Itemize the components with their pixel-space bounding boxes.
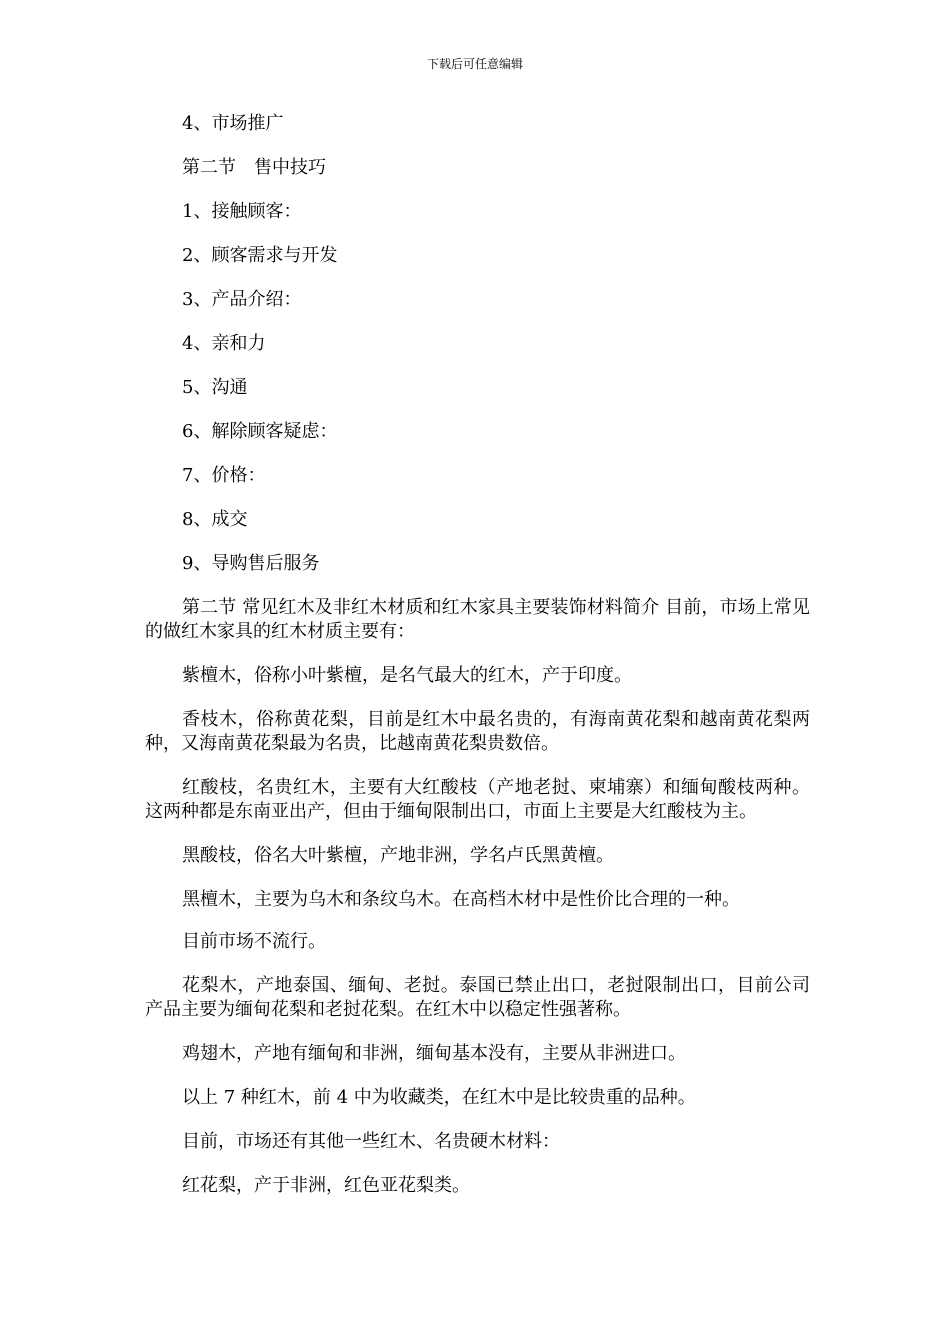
page-header: 下载后可任意编辑: [426, 57, 523, 71]
outline-item-customer-needs: 2、顾客需求与开发: [182, 245, 338, 266]
paragraph-section-intro: 第二节 常见红木及非红木材质和红木家具主要装饰材料简介 目前，市场上常见的做红木家具的红木材质主要有：: [145, 597, 810, 642]
outline-item-product-intro: 3、产品介绍：: [182, 289, 302, 310]
outline-item-deal: 8、成交: [182, 509, 248, 530]
paragraph-jichi: 鸡翅木，产地有缅甸和非洲，缅甸基本没有，主要从非洲进口。: [182, 1043, 686, 1064]
paragraph-other-woods: 目前，市场还有其他一些红木、名贵硬木材料：: [182, 1131, 560, 1152]
outline-item-contact-customer: 1、接触顾客：: [182, 201, 302, 222]
paragraph-xiangzhi: 香枝木，俗称黄花梨，目前是红木中最名贵的，有海南黄花梨和越南黄花梨两种，又海南黄花梨最为名贵，比越南黄花梨贵数倍。: [145, 709, 810, 754]
paragraph-not-popular: 目前市场不流行。: [182, 931, 326, 952]
paragraph-zitan: 紫檀木，俗称小叶紫檀，是名气最大的红木，产于印度。: [182, 665, 632, 686]
outline-item-communication: 5、沟通: [182, 377, 248, 398]
outline-item-after-sales: 9、导购售后服务: [182, 553, 320, 574]
outline-item-resolve-doubts: 6、解除顾客疑虑：: [182, 421, 338, 442]
paragraph-hongsuanzhi: 红酸枝，名贵红木，主要有大红酸枝（产地老挝、柬埔寨）和缅甸酸枝两种。这两种都是东南亚出产，但由于缅甸限制出口，市面上主要是大红酸枝为主。: [145, 777, 810, 822]
paragraph-huali: 花梨木，产地泰国、缅甸、老挝。泰国已禁止出口，老挝限制出口，目前公司产品主要为缅甸花梨和老挝花梨。在红木中以稳定性强著称。: [145, 975, 810, 1020]
paragraph-heisuanzhi: 黑酸枝，俗名大叶紫檀，产地非洲，学名卢氏黑黄檀。: [182, 845, 614, 866]
outline-item-price: 7、价格：: [182, 465, 266, 486]
paragraph-summary: 以上 7 种红木，前 4 中为收藏类，在红木中是比较贵重的品种。: [182, 1087, 696, 1108]
document-body: [145, 112, 810, 1218]
section-heading-in-sale-skills: 第二节 售中技巧: [182, 157, 326, 178]
paragraph-honghuali: 红花梨，产于非洲，红色亚花梨类。: [182, 1175, 470, 1196]
outline-item-market-promotion: 4、市场推广: [182, 113, 284, 134]
paragraph-heitan: 黑檀木，主要为乌木和条纹乌木。在高档木材中是性价比合理的一种。: [182, 889, 740, 910]
outline-item-affinity: 4、亲和力: [182, 333, 266, 354]
